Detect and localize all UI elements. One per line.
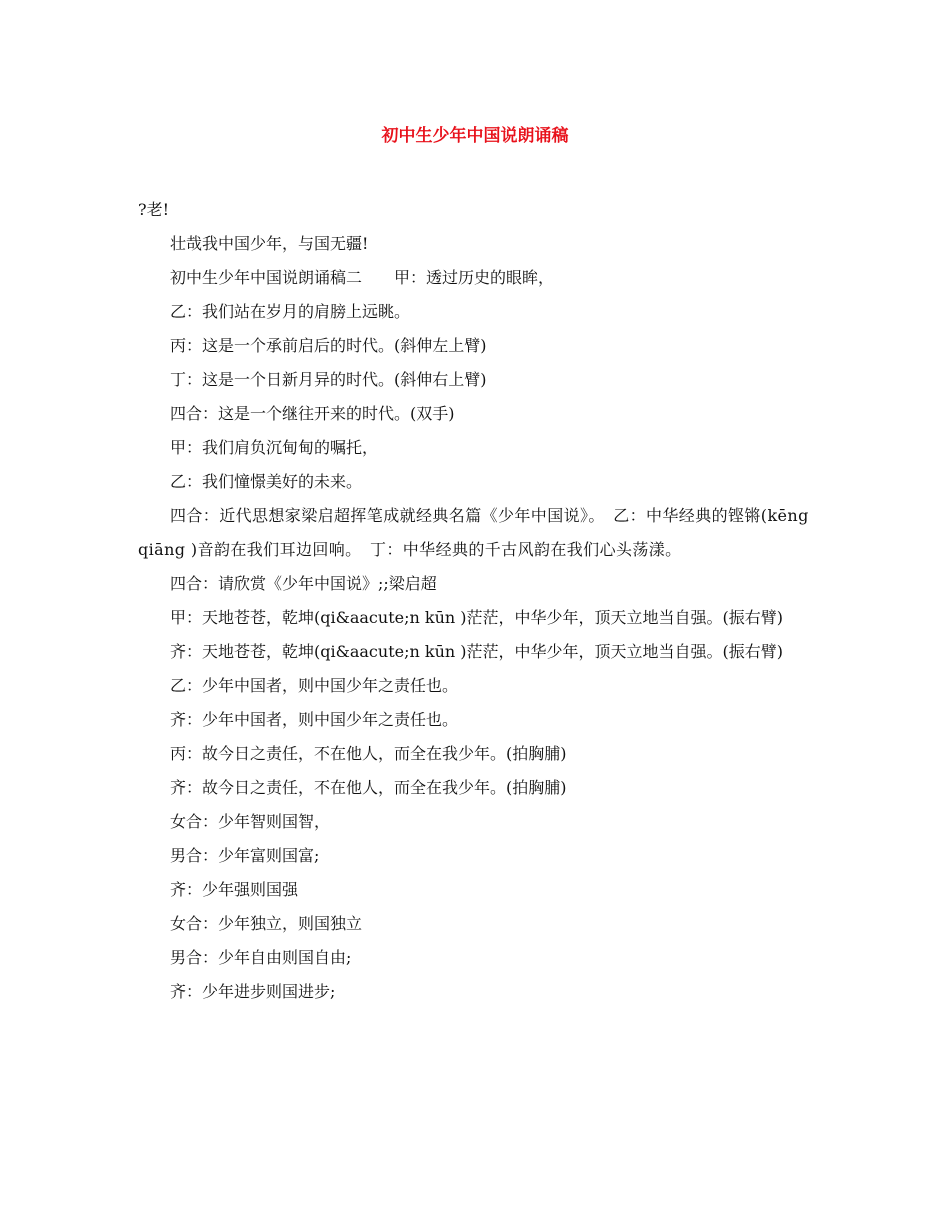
paragraph: 女合：少年智则国智， [170, 812, 331, 831]
paragraph: 四合：近代思想家梁启超挥笔成就经典名篇《少年中国说》。 乙：中华经典的铿锵(kēng qiāng )音韵在我们耳边回响。 丁：中华经典的千古风韵在我们心头荡漾。 [138, 506, 809, 559]
paragraph: 男合：少年自由则国自由; [170, 948, 352, 967]
document-title: 初中生少年中国说朗诵稿 [381, 126, 569, 146]
paragraph: 四合：请欣赏《少年中国说》;;梁启超 [170, 574, 437, 593]
paragraph: 齐：少年进步则国进步; [170, 982, 336, 1001]
paragraph: 甲：天地苍苍，乾坤(qi&aacute;n kūn )茫茫，中华少年，顶天立地当自强。(振右臂) [170, 608, 783, 627]
document-body [138, 193, 814, 1009]
paragraph: 乙：我们憧憬美好的未来。 [170, 472, 363, 491]
paragraph: 甲：我们肩负沉甸甸的嘱托， [170, 438, 379, 457]
paragraph: 乙：少年中国者，则中国少年之责任也。 [170, 676, 459, 695]
paragraph: 丁：这是一个日新月异的时代。(斜伸右上臂) [170, 370, 487, 389]
paragraph: 齐：少年中国者，则中国少年之责任也。 [170, 710, 459, 729]
paragraph: 壮哉我中国少年，与国无疆! [170, 234, 369, 253]
paragraph: 齐：天地苍苍，乾坤(qi&aacute;n kūn )茫茫，中华少年，顶天立地当自强。(振右臂) [170, 642, 783, 661]
paragraph: 齐：故今日之责任，不在他人，而全在我少年。(拍胸脯) [170, 778, 567, 797]
paragraph: 丙：这是一个承前启后的时代。(斜伸左上臂) [170, 336, 487, 355]
paragraph: 女合：少年独立，则国独立 [170, 914, 363, 933]
paragraph: 初中生少年中国说朗诵稿二 甲：透过历史的眼眸， [170, 268, 555, 287]
paragraph: 乙：我们站在岁月的肩膀上远眺。 [170, 302, 411, 321]
paragraph: 丙：故今日之责任，不在他人，而全在我少年。(拍胸脯) [170, 744, 567, 763]
paragraph: 四合：这是一个继往开来的时代。(双手) [170, 404, 455, 423]
paragraph: ?老! [138, 200, 170, 219]
paragraph: 齐：少年强则国强 [170, 880, 299, 899]
paragraph: 男合：少年富则国富; [170, 846, 320, 865]
